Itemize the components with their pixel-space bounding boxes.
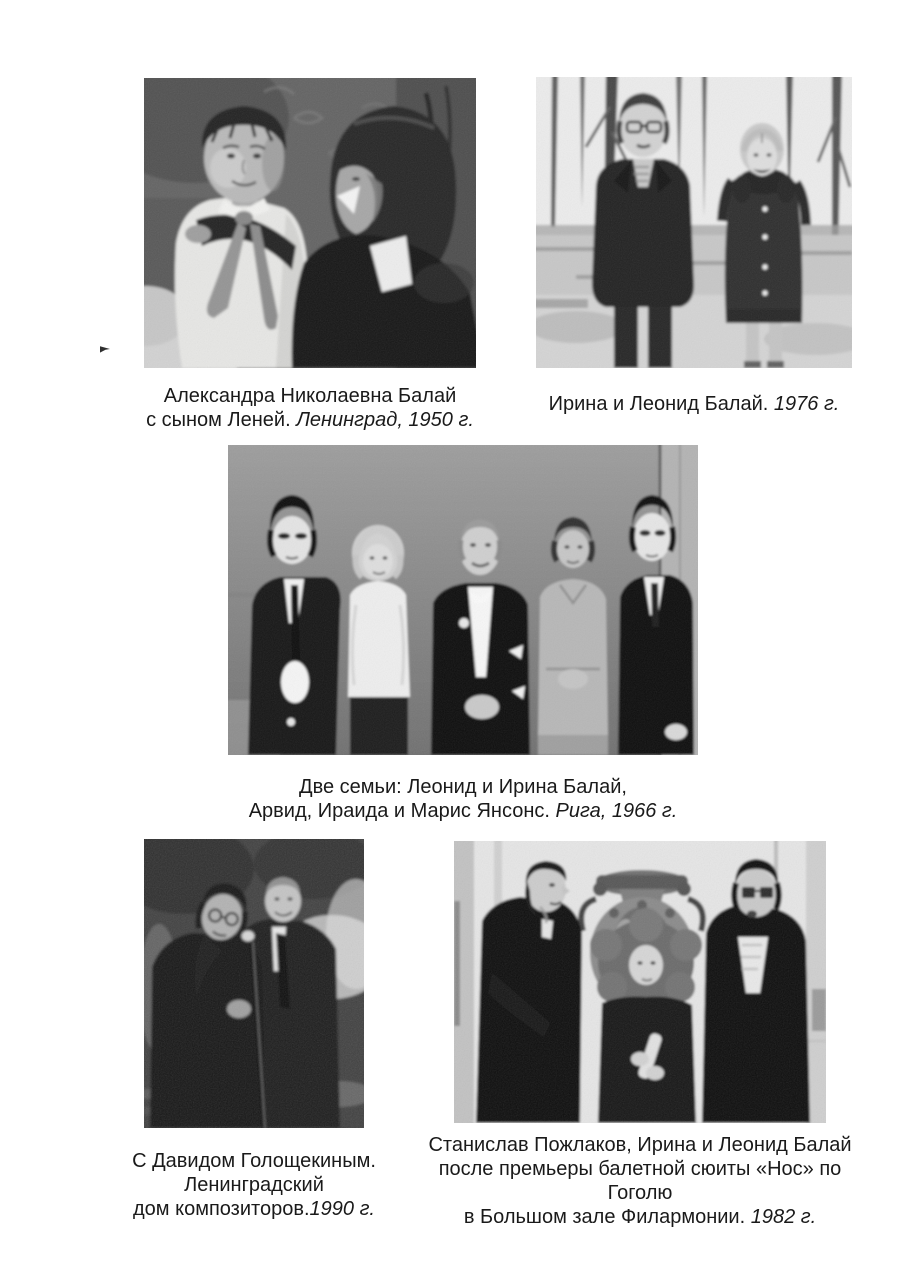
figure-after-premiere	[404, 841, 876, 1229]
caption-line	[104, 1197, 404, 1221]
caption-couple-in-park	[514, 392, 874, 416]
caption-text: в Большом зале Филармонии.	[463, 1206, 751, 1228]
caption-date: 1990 г.	[309, 1198, 375, 1220]
caption-text: с сыном Леней.	[146, 409, 297, 431]
caption-line	[223, 775, 703, 799]
caption-line	[514, 392, 874, 416]
caption-text: Арвид, Ираида и Марис Янсонс.	[248, 800, 556, 822]
caption-line	[404, 1133, 876, 1157]
couple-in-park-photo	[536, 77, 852, 368]
caption-text: дом композиторов.	[133, 1198, 310, 1220]
caption-line	[404, 1205, 876, 1229]
caption-line	[404, 1157, 876, 1205]
caption-two-families	[223, 775, 703, 823]
caption-text: Две семьи: Леонид и Ирина Балай,	[299, 776, 627, 798]
caption-text: Ленинградский	[184, 1174, 324, 1196]
with-goloshchekin-photo	[144, 839, 364, 1128]
figure-with-goloshchekin	[104, 839, 404, 1221]
mother-and-son-photo	[144, 78, 476, 368]
after-premiere-photo	[454, 841, 826, 1123]
caption-text: Александра Николаевна Балай	[163, 385, 457, 407]
caption-mother-and-son	[115, 384, 505, 432]
caption-line	[115, 408, 505, 432]
figure-two-families	[223, 445, 703, 823]
caption-text: после премьеры балетной сюиты «Нос» по Гоголю	[438, 1158, 842, 1204]
caption-text: Станислав Пожлаков, Ирина и Леонид Балай	[428, 1134, 852, 1156]
two-families-group-photo	[228, 445, 698, 755]
caption-line	[104, 1149, 404, 1173]
caption-date: 1982 г.	[750, 1206, 817, 1228]
figure-couple-in-park	[514, 77, 874, 416]
caption-line	[223, 799, 703, 823]
caption-after-premiere	[404, 1133, 876, 1229]
caption-with-goloshchekin	[104, 1149, 404, 1221]
caption-date: 1976 г.	[773, 393, 840, 415]
caption-text: Ирина и Леонид Балай.	[548, 393, 774, 415]
caption-date: Ленинград, 1950 г.	[296, 409, 474, 431]
caption-line	[115, 384, 505, 408]
print-artifact-mark	[100, 345, 110, 353]
caption-line	[104, 1173, 404, 1197]
figure-mother-and-son	[115, 78, 505, 432]
caption-text: С Давидом Голощекиным.	[132, 1150, 376, 1172]
caption-date: Рига, 1966 г.	[555, 800, 678, 822]
